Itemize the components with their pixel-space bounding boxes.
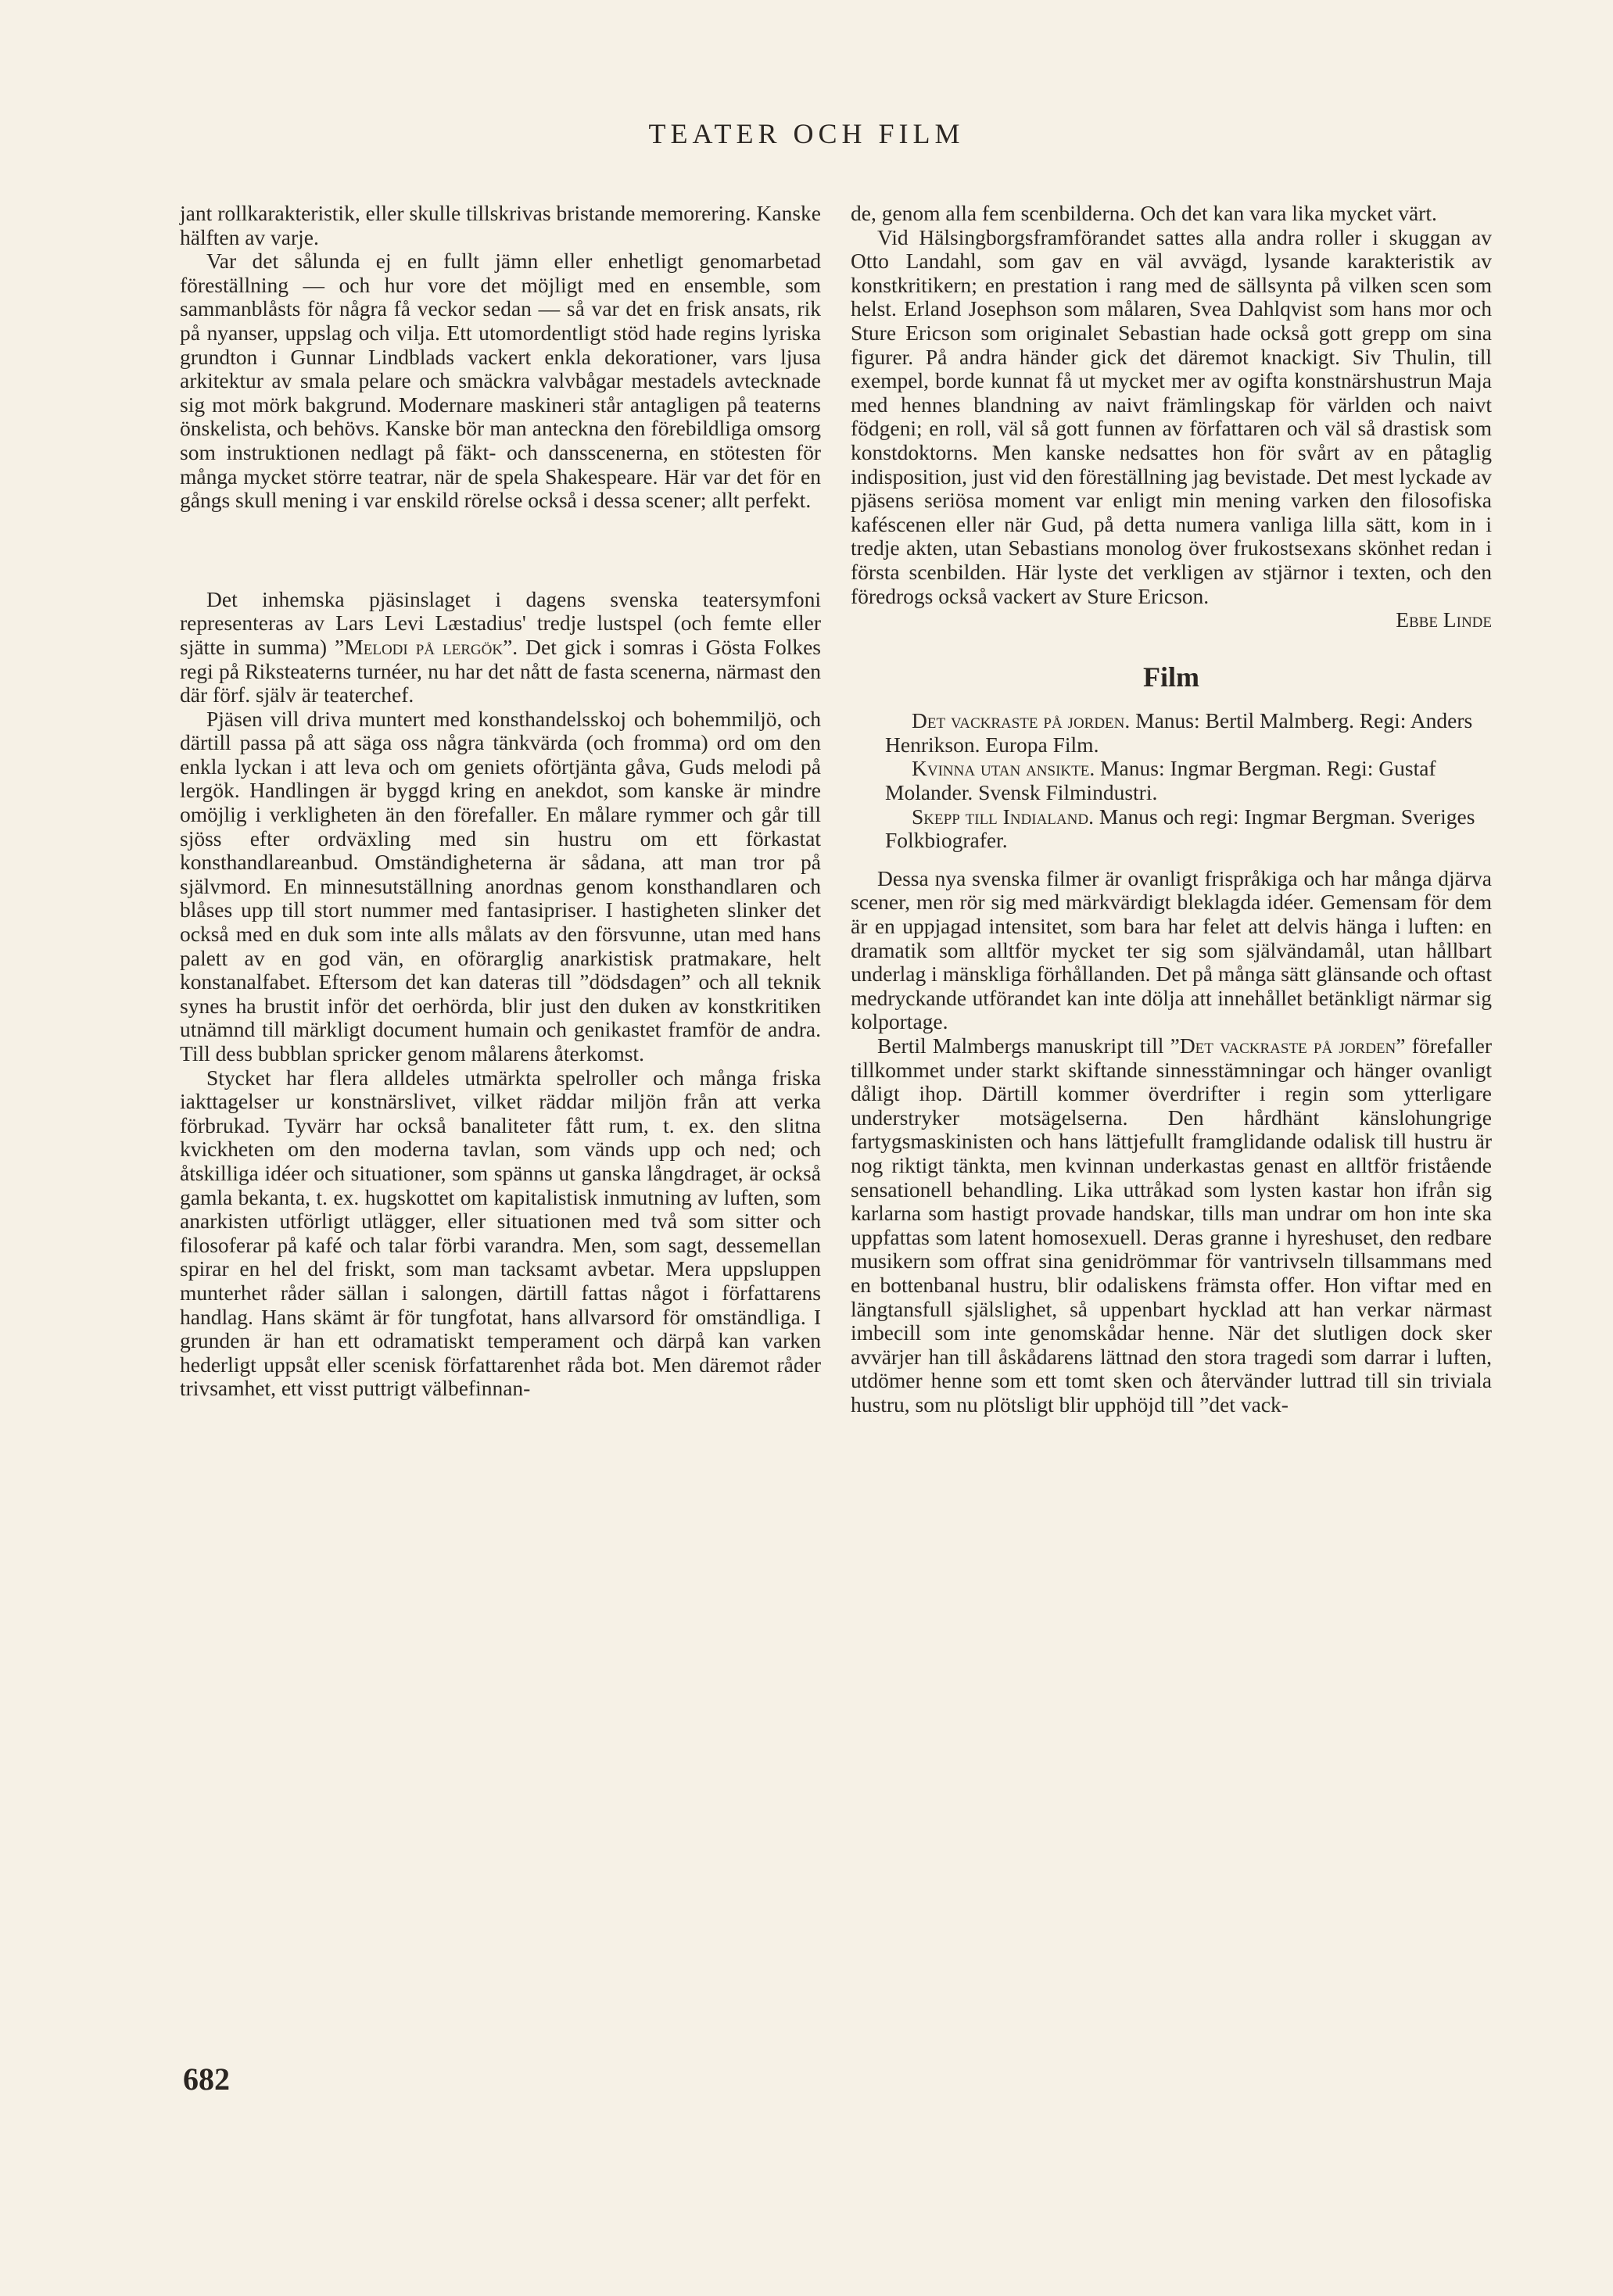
paragraph: Vid Hälsingborgsframförandet sattes alla andra roller i skuggan av Otto Landahl, som gav en väl avvägd, lysande karakteristik av konstkritikern; en prestation i rang med de sällsynta på vilken scen som helst. Erland Josephson som målaren, Svea Dahlqvist som hans mor och Sture Ericson som originalet Sebastian hade också gott grepp om sina figurer. På andra händer gick det däremot knackigt. Siv Thulin, till exempel, borde kunnat få ut mycket mer av ogifta konstnärshustrun Maja med hennes blandning av naivt främlingskap för världen och naivt födgeni; en roll, väl så gott funnen av författaren och väl så drastisk som konstdoktorns. Men kanske nedsattes hon för svårt av en påtaglig indisposition, just vid den föreställning jag bevistade. Det mest lyckade av pjäsens seriösa moment var enligt min mening varken den filosofiska kaféscenen eller när Gud, på detta numera vanliga lilla sätt, kom in i tredje akten, utan Sebastians monolog över frukostsexans skönhet redan i första scenbilden. Här lyste det verkligen av stjärnor i texten, och den föredrogs också vackert av Sture Ericson. [851, 224, 1492, 608]
section-spacer [851, 853, 1492, 867]
paragraph: Stycket har flera alldeles utmärkta spelroller och många friska iakttagelser ur konstnärslivet, vilket räddar miljön från att verka förbrukad. Tyvärr har också banaliteter fått rum, t. ex. den slitna kvickheten om den moderna tavlan, som vänds upp och ned; och åtskilliga idéer och situationer, som spänns ut ganska långdraget, är också gamla bekanta, t. ex. hugskottet om kapitalistisk inmutning av luften, som anarkisten utförligt utlägger, eller situationen med två som sitter och filosoferar på kafé och talar förbi varandra. Men, som sagt, dessemellan spirar en hel del friskt, som man tacksamt avbetar. Mera uppsluppen munterhet råder sällan i salongen, därtill fattas något i författarens handlag. Hans skämt är för tungfotat, hans allvarsord för omständliga. I grunden är han ett odramatiskt temperament och därpå kan varken hederligt uppsåt eller scenisk författarenhet råda bot. Men däremot råder trivsamhet, ett visst puttrigt välbefinnan- [180, 1065, 821, 1401]
section-heading-film: Film [1143, 661, 1199, 693]
film-credit: Skepp till Indialand. Manus och regi: Ingmar Bergman. Sveriges Folkbiografer. [885, 804, 1475, 853]
paragraph: Bertil Malmbergs manuskript till ”Det vackraste på jorden” förefaller tillkommet under starkt skiftande sinnesstämningar och hänger ovanligt dåligt ihop. Därtill kommer överdrifter i regin som ytterligare understryker motsägelserna. Den hårdhänt känslohungrige fartygsmaskinisten och hans lättjefullt framglidande odalisk till hustru är nog riktigt tänkta, men kvinnan underkastas genast en alltför fristående sensationell behandling. Lika uttråkad som lysten kastar hon ifrån sig karlarna som hastigt provade handskar, tills man undrar om hon inte ska uppfattas som latent homosexuell. Deras granne i hyreshuset, den redbare musikern som offrat sina genidrömmar för vantrivseln tillsammans med en bottenbanal hustru, blir odaliskens främsta offer. Hon viftar med en längtansfull själslighet, så uppenbart hycklad att han verkar närmast imbecill som inte genomskådar henne. När det slutligen dock sker avvärjer han till åskådarens lättnad den stora tragedi som darrar i luften, utdömer henne som ett tomt sken och återvänder luttrad till sin triviala hustru, som nu plötsligt blir upphöjd till ”det vack- [851, 1033, 1492, 1417]
paragraph: Det inhemska pjäsinslaget i dagens svenska teatersymfoni representeras av Lars Levi Læstadius' tredje lustspel (och femte eller sjätte in summa) ”Melodi på lergök”. Det gick i somras i Gösta Folkes regi på Riksteaterns turnéer, nu har det nått de fasta scenerna, närmast den där förf. själv är teaterchef. [180, 586, 821, 707]
paragraph: Dessa nya svenska filmer är ovanligt frispråkiga och har många djärva scener, men rör sig med märkvärdigt bleklagda idéer. Gemensam för dem är en uppjagad intensitet, som bara har felet att delvis hänga i luften: en dramatik som alltför mycket ter sig som självändamål, utan hållbart underlag i mänskliga förhållanden. Det på många sätt glänsande och oftast medryckande utförandet kan inte dölja att innehållet betänkligt närmar sig kolportage. [851, 865, 1492, 1034]
page-number: 682 [183, 2061, 230, 2097]
running-header: TEATER OCH FILM [648, 118, 965, 149]
author-signature: Ebbe Linde [1396, 607, 1492, 632]
paragraph: Pjäsen vill driva muntert med konsthandelsskoj och bohemmiljö, och därtill passa på att säga oss några tänkvärda (och fromma) ord om den enkla lyckan i att leva och om geniets oförtjänta gåva, Guds melodi på lergök. Handlingen är byggd kring en anekdot, som kanske är mindre omöjlig i verkligheten än den förefaller. En målare rymmer och går till sjöss efter ordväxling med sin hustru om ett förkastat konsthandlareanbud. Omständigheterna är sådana, att man tror på självmord. En minnesutställning anordnas genom konsthandlaren och blåses upp till stort nummer med fantasipriser. I hastigheten slinker det också med en duk som inte alls målats av den försvunne, utan med hans palett av en god vän, en oförarglig anarkistisk pratmakare, helt konstanalfabet. Eftersom det kan dateras till ”dödsdagen” och all teknik synes ha brustit inför det oerhörda, blir just den duken av konstkritiken utnämnd till märkligt document humain och genikastet framför de andra. Till dess bubblan spricker genom målarens återkomst. [180, 706, 821, 1066]
right-column [851, 202, 1492, 1417]
film-title: Kvinna utan ansikte. [912, 756, 1095, 781]
paragraph: Var det sålunda ej en fullt jämn eller enhetligt genomarbetad föreställning — och hur vore det möjligt med en ensemble, som sammanblåsts för några få veckor sedan — så var det en frisk ansats, rik på nyanser, uppslag och vilja. Ett utomordentligt stöd hade regins lyriska grundton i Gunnar Lindblads vackert enkla dekorationer, vars ljusa arkitektur av smala pelare och smäckra valvbågar mestadels avtecknade sig mot mörk bakgrund. Modernare maskineri står antagligen på teaterns önskelista, och behövs. Kanske bör man anteckna den förebildliga omsorg som instruktionen nedlagt på fäkt- och dansscenerna, en stötesten för många mycket större teatrar, när de spela Shakespeare. Här var det för en gångs skull mening i var enskild rörelse också i dessa scener; allt perfekt. [180, 249, 821, 513]
film-credit: Kvinna utan ansikte. Manus: Ingmar Bergman. Regi: Gustaf Molander. Svensk Filmindustri. [885, 756, 1436, 805]
paragraph: de, genom alla fem scenbilderna. Och det kan vara lika mycket värt. [851, 201, 1437, 225]
play-title: Melodi på lergök [344, 634, 504, 659]
section-spacer [180, 513, 821, 588]
film-title: Det vackraste på jorden [1179, 1033, 1396, 1058]
film-title: Skepp till Indialand. [912, 804, 1094, 829]
film-title: Det vackraste på jorden. [912, 708, 1131, 733]
left-column [180, 202, 821, 1401]
paragraph: jant rollkarakteristik, eller skulle tillskrivas bristande memorering. Kanske hälften av varje. [180, 201, 821, 249]
film-credit: Det vackraste på jorden. Manus: Bertil Malmberg. Regi: Anders Henrikson. Europa Film. [885, 708, 1473, 757]
